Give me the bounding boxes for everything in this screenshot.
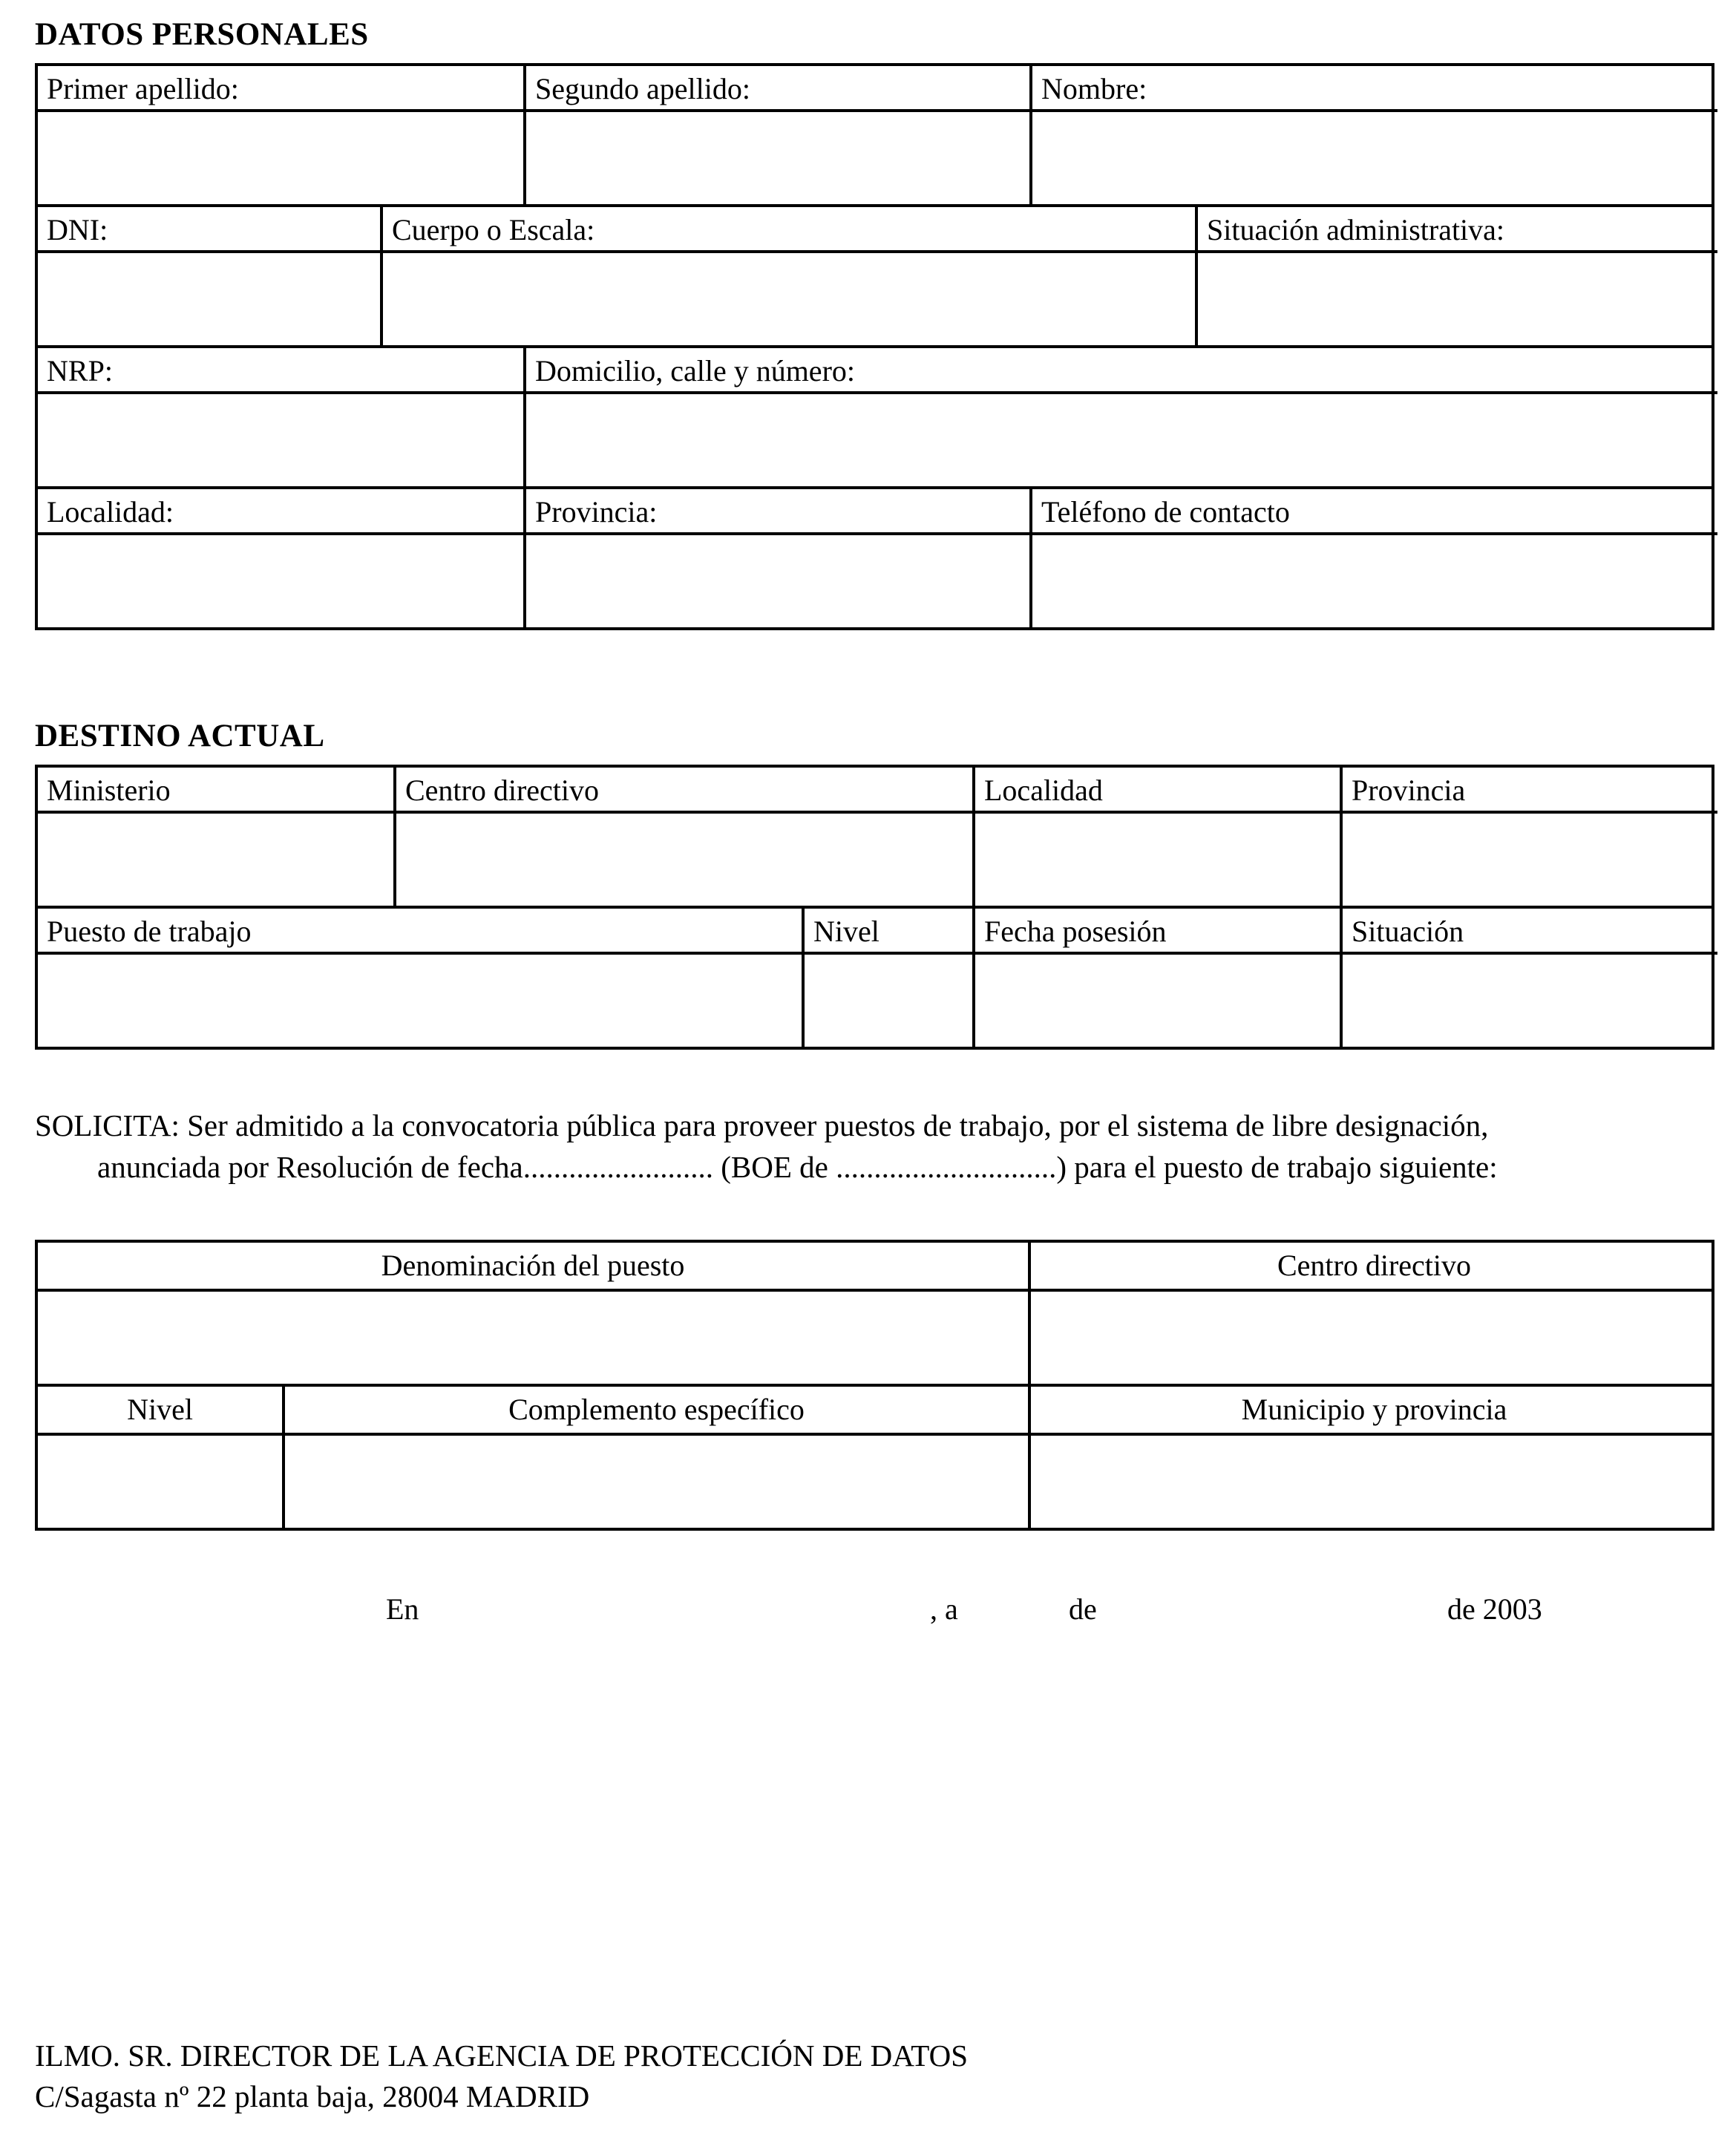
destino-provincia-label: Provincia — [1343, 768, 1717, 814]
telefono-label: Teléfono de contacto — [1032, 489, 1717, 535]
date-line — [35, 1592, 1714, 1633]
centro-directivo-field[interactable] — [396, 814, 972, 906]
row-nivel-header — [35, 1384, 1714, 1436]
nivel-field[interactable] — [805, 955, 972, 1047]
fecha-posesion-label: Fecha posesión — [975, 909, 1340, 955]
complemento-especifico-header: Complemento específico — [285, 1387, 1031, 1433]
situacion-administrativa-field[interactable] — [1198, 253, 1717, 345]
row-nrp — [35, 345, 1714, 489]
fecha-posesion-field[interactable] — [975, 955, 1340, 1047]
form-content — [35, 16, 1714, 1633]
date-en-label: En — [386, 1592, 419, 1626]
row-denominacion-header — [35, 1240, 1714, 1292]
row-denominacion-blank — [35, 1289, 1714, 1387]
row-apellidos — [35, 63, 1714, 207]
puesto-trabajo-field[interactable] — [38, 955, 802, 1047]
cuerpo-escala-label: Cuerpo o Escala: — [383, 207, 1195, 253]
solicita-line2: anunciada por Resolución de fecha......................... (BOE de .............................) para el puesto de trabajo siguiente: — [97, 1150, 1498, 1184]
nivel-label: Nivel — [805, 909, 972, 955]
addressee-line1: ILMO. SR. DIRECTOR DE LA AGENCIA DE PROTECCIÓN DE DATOS — [35, 2038, 969, 2073]
denominacion-puesto-field[interactable] — [38, 1292, 1031, 1384]
datos-personales-table — [35, 63, 1714, 630]
destino-actual-table — [35, 765, 1714, 1050]
puesto-trabajo-label: Puesto de trabajo — [38, 909, 802, 955]
date-de-label: de — [1069, 1592, 1097, 1626]
nrp-label: NRP: — [38, 348, 523, 394]
primer-apellido-label: Primer apellido: — [38, 66, 523, 112]
row-puesto-trabajo — [35, 906, 1714, 1050]
row-ministerio — [35, 765, 1714, 909]
puesto-solicitado-table — [35, 1240, 1714, 1531]
date-de-2003-label: de 2003 — [1447, 1592, 1542, 1626]
destino-provincia-field[interactable] — [1343, 814, 1717, 906]
nombre-field[interactable] — [1032, 112, 1717, 204]
destino-localidad-label: Localidad — [975, 768, 1340, 814]
addressee-line2: C/Sagasta nº 22 planta baja, 28004 MADRID — [35, 2079, 590, 2113]
cuerpo-escala-field[interactable] — [383, 253, 1195, 345]
localidad-label: Localidad: — [38, 489, 523, 535]
ministerio-field[interactable] — [38, 814, 393, 906]
solicita-line1: SOLICITA: Ser admitido a la convocatoria pública para proveer puestos de trabajo, por el sistema de libre designación, — [35, 1108, 1489, 1142]
situacion-administrativa-label: Situación administrativa: — [1198, 207, 1717, 253]
addressee-footer — [35, 2035, 968, 2117]
section-title-destino-actual: DESTINO ACTUAL — [35, 719, 325, 753]
puesto-nivel-header: Nivel — [38, 1387, 285, 1433]
complemento-especifico-field[interactable] — [285, 1436, 1031, 1528]
nombre-label: Nombre: — [1032, 66, 1717, 112]
telefono-field[interactable] — [1032, 535, 1717, 627]
denominacion-puesto-header: Denominación del puesto — [38, 1243, 1031, 1289]
puesto-centro-directivo-header: Centro directivo — [1277, 1249, 1472, 1282]
centro-directivo-label: Centro directivo — [396, 768, 972, 814]
puesto-nivel-field[interactable] — [38, 1436, 285, 1528]
situacion-field[interactable] — [1343, 955, 1717, 1047]
ministerio-label: Ministerio — [38, 768, 393, 814]
localidad-field[interactable] — [38, 535, 523, 627]
segundo-apellido-label: Segundo apellido: — [526, 66, 1029, 112]
municipio-provincia-header: Municipio y provincia — [1241, 1393, 1507, 1426]
row-localidad — [35, 486, 1714, 630]
section-title-datos-personales: DATOS PERSONALES — [35, 17, 369, 52]
provincia-field[interactable] — [526, 535, 1029, 627]
nrp-field[interactable] — [38, 394, 523, 486]
row-dni — [35, 204, 1714, 348]
solicita-paragraph — [35, 1105, 1714, 1188]
destino-localidad-field[interactable] — [975, 814, 1340, 906]
dni-label: DNI: — [38, 207, 380, 253]
row-nivel-blank — [35, 1433, 1714, 1531]
puesto-centro-directivo-field[interactable] — [1031, 1292, 1717, 1384]
primer-apellido-field[interactable] — [38, 112, 523, 204]
segundo-apellido-field[interactable] — [526, 112, 1029, 204]
domicilio-field[interactable] — [526, 394, 1717, 486]
provincia-label: Provincia: — [526, 489, 1029, 535]
date-a-label: , a — [930, 1592, 958, 1626]
situacion-label: Situación — [1343, 909, 1717, 955]
dni-field[interactable] — [38, 253, 380, 345]
municipio-provincia-field[interactable] — [1031, 1436, 1717, 1528]
domicilio-label: Domicilio, calle y número: — [526, 348, 1717, 394]
